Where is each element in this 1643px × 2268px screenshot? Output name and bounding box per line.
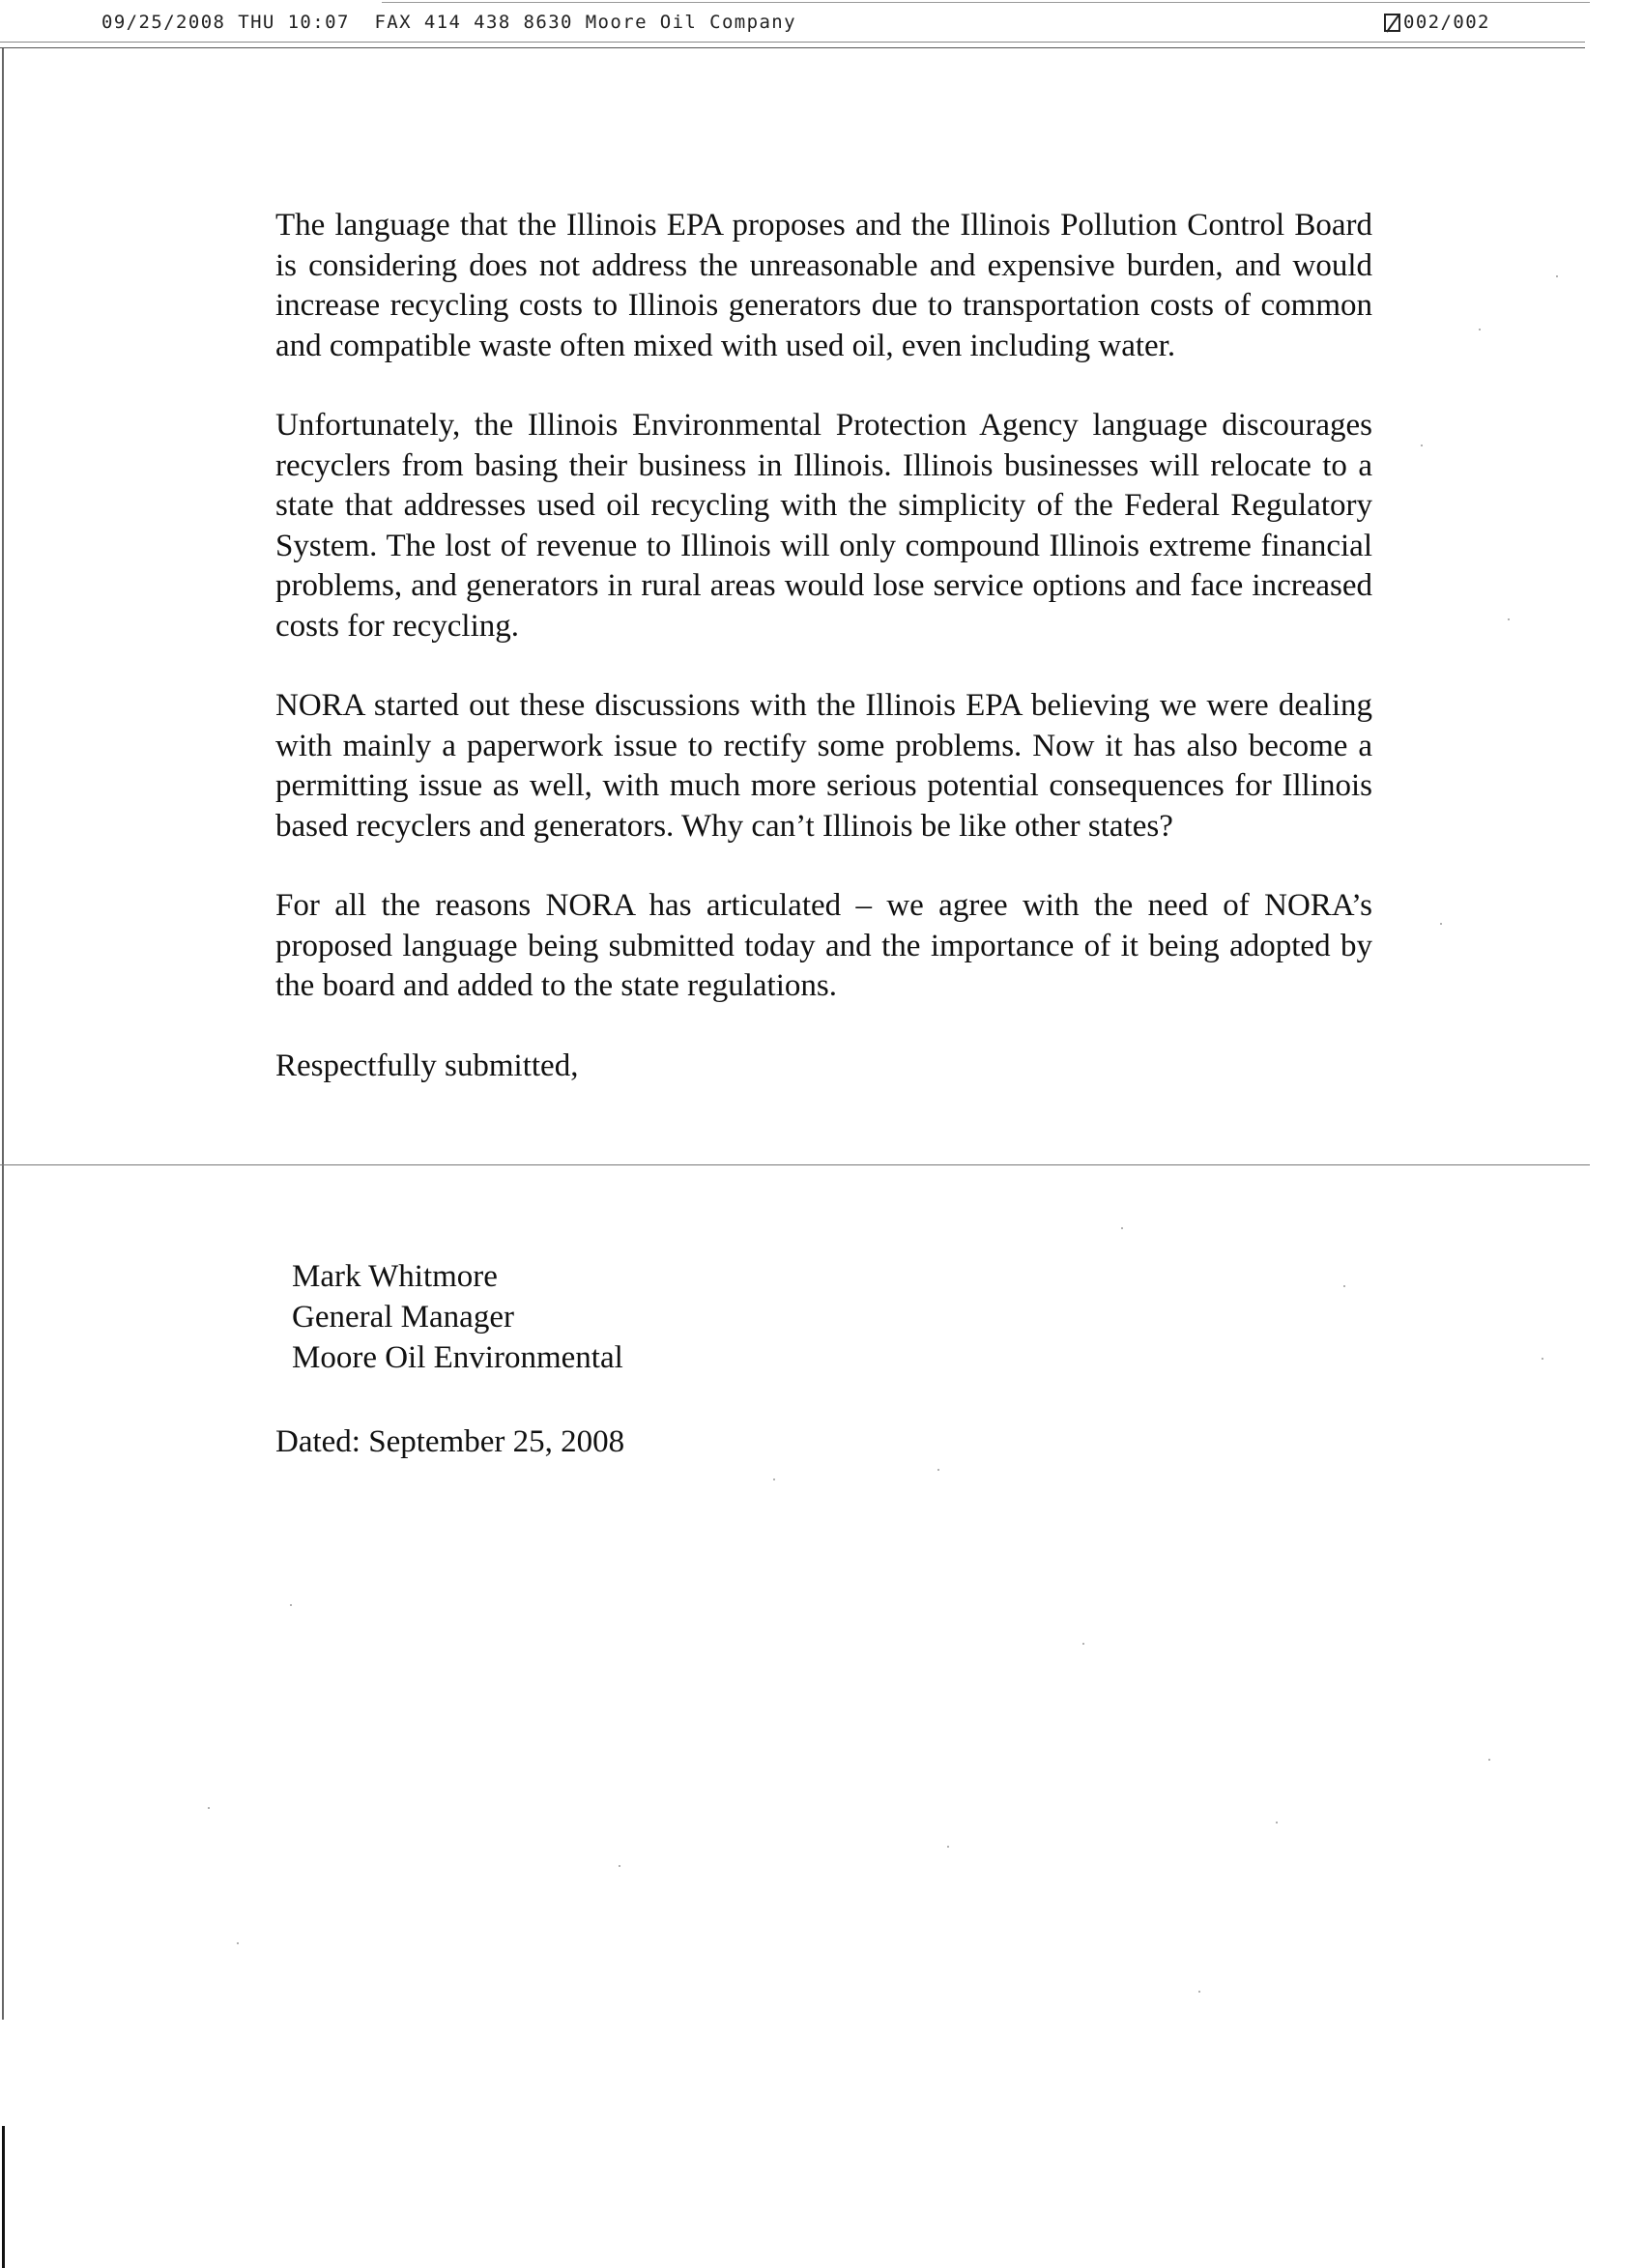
letter-body [275, 206, 1372, 1086]
scan-speck [237, 1942, 239, 1944]
scan-speck [1508, 618, 1510, 620]
scan-speck [1198, 1991, 1200, 1993]
scan-speck [619, 1865, 620, 1867]
date-line: Dated: September 25, 2008 [275, 1424, 625, 1459]
scan-edge-bottom-left [2, 2126, 5, 2268]
scan-speck [290, 1604, 292, 1606]
fax-transmission-line: 09/25/2008 THU 10:07 FAX 414 438 8630 Moore Oil Company [101, 12, 796, 33]
signer-name: Mark Whitmore [292, 1259, 498, 1294]
signer-company: Moore Oil Environmental [292, 1340, 623, 1375]
scan-speck [1488, 1759, 1490, 1761]
scan-speck [1542, 1358, 1543, 1360]
header-rule [0, 47, 1585, 48]
scan-speck [1082, 1643, 1084, 1645]
scan-speck [1556, 275, 1558, 277]
fax-page-count [1384, 12, 1490, 33]
fax-checkbox-icon [1384, 14, 1400, 32]
scan-speck [1479, 329, 1481, 330]
scan-speck [1276, 1822, 1278, 1823]
closing-line: Respectfully submitted, [275, 1048, 579, 1083]
scan-speck [1343, 1285, 1345, 1287]
paragraph: NORA started out these discussions with the Illinois EPA believing we were dealing with mainly a paperwork issue to rectify some problems. Now it has also become a permitting issue as well, with much more serious potential consequences for Illinois based recyclers and generators. Why can’t Illinois be like other states? [275, 688, 1372, 844]
signature-block [292, 1256, 623, 1378]
scan-speck [937, 1469, 939, 1471]
scan-line-top [382, 2, 1590, 3]
header-rule-upper [0, 42, 1585, 43]
scan-line-middle [0, 1164, 1590, 1165]
scan-speck [773, 1479, 775, 1480]
scan-speck [1421, 445, 1423, 446]
paragraph: For all the reasons NORA has articulated – we agree with the need of NORA’s proposed language being submitted today and the importance of it being adopted by the board and added to the state regulations. [275, 888, 1372, 1003]
scan-edge-left [2, 48, 4, 2020]
scan-speck [1121, 1227, 1123, 1229]
scan-speck [947, 1846, 949, 1848]
scan-speck [208, 1807, 210, 1809]
paragraph: Unfortunately, the Illinois Environmental Protection Agency language discourages recyclers from basing their business in Illinois. Illinois businesses will relocate to a state that addresses used oil recycling with the simplicity of the Federal Regulatory System. The lost of revenue to Illinois will only compound Illinois extreme financial problems, and generators in rural areas would lose service options and face increased costs for recycling. [275, 408, 1372, 644]
paragraph: The language that the Illinois EPA proposes and the Illinois Pollution Control Board is considering does not address the unreasonable and expensive burden, and would increase recycling costs to Illinois generators due to transportation costs of common and compatible waste often mixed with used oil, even including water. [275, 208, 1372, 363]
scan-speck [1440, 923, 1442, 925]
fax-page-number: 002/002 [1403, 12, 1490, 33]
signer-title: General Manager [292, 1300, 514, 1335]
